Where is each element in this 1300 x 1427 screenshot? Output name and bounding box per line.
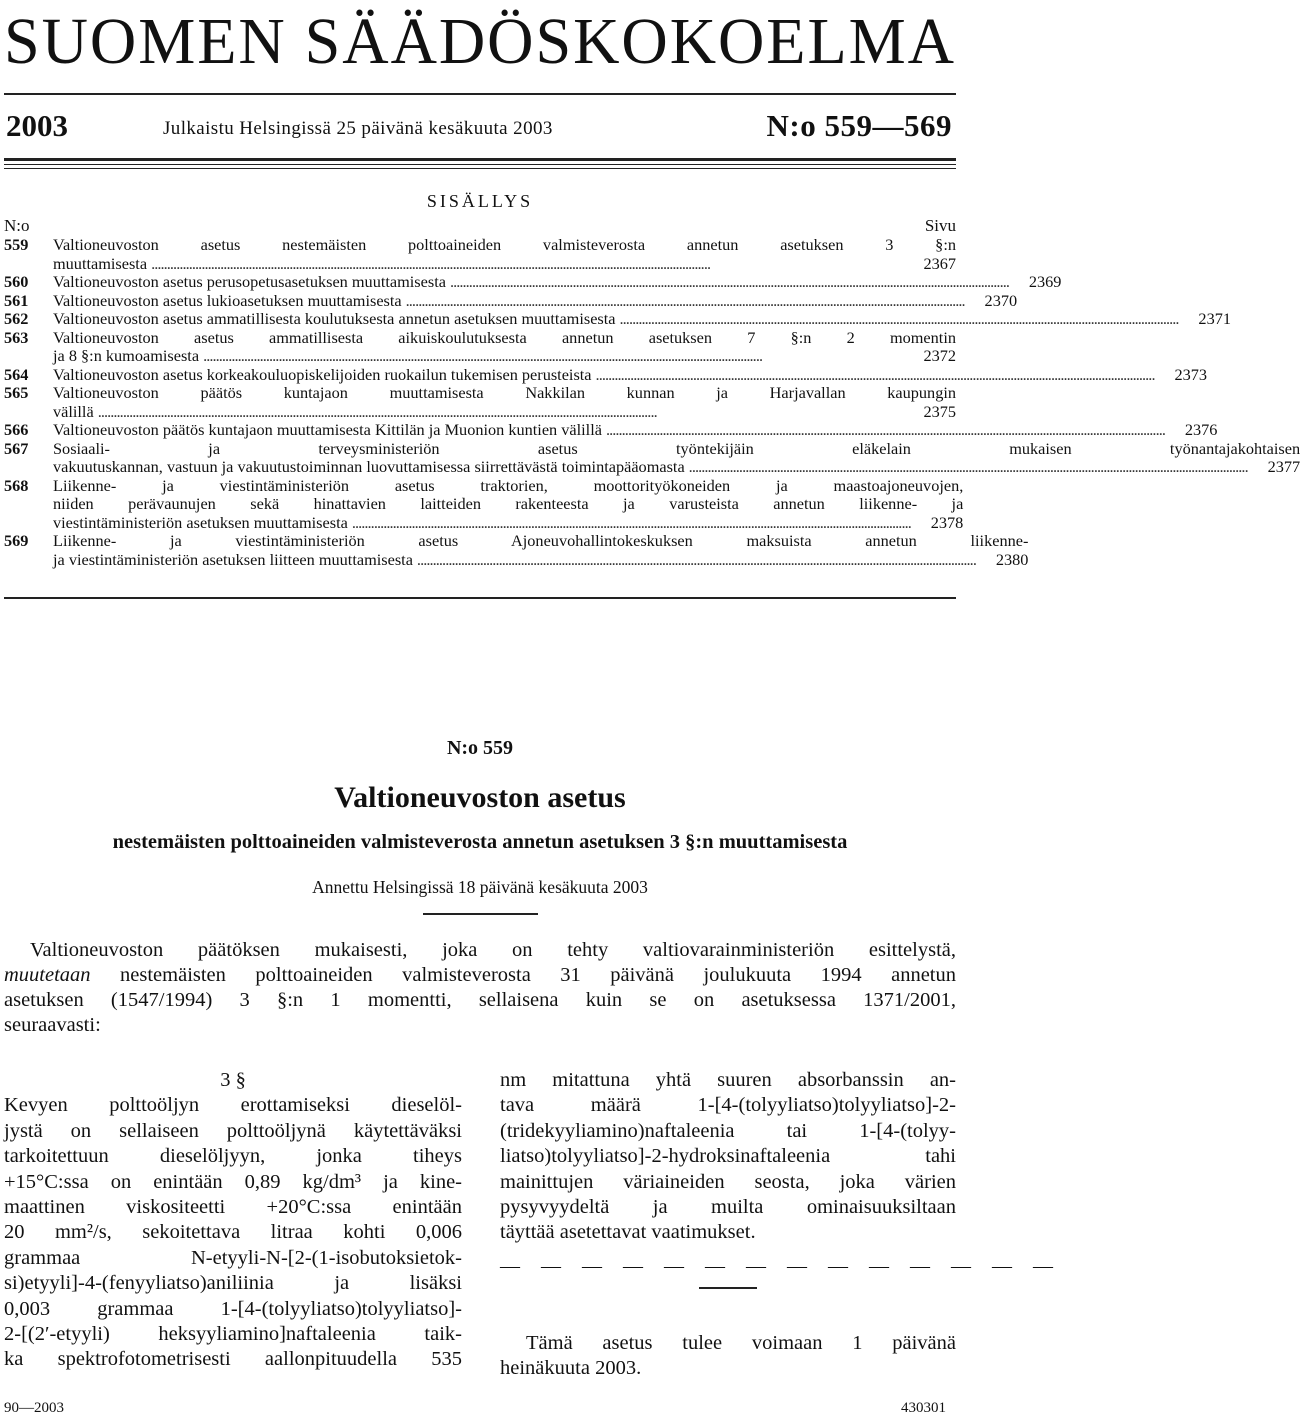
toc-entry-number: 568 — [4, 475, 29, 495]
toc-entry-number: 569 — [4, 531, 29, 550]
body-column-right — [500, 1068, 1061, 1382]
toc-entry-line: Sosiaali- ja terveysministeriön asetus työntekijäin eläkelain mukaisen työnantajakohtaisen — [53, 438, 1300, 458]
toc-entry-title: Valtioneuvoston asetus perusopetusasetuksen muuttamisesta — [53, 272, 446, 291]
toc-leader-dots — [352, 514, 909, 533]
toc-title: SISÄLLYS — [426, 191, 534, 211]
toc-entry-body — [53, 310, 1231, 329]
toc-entry-title: välillä — [53, 401, 94, 421]
toc-entry-number: 566 — [4, 420, 29, 439]
toc-entry-title: Valtioneuvoston päätös kuntajaon muuttamisesta Kittilän ja Muonion kuntien välillä — [53, 420, 602, 439]
toc-page-number: 2367 — [923, 253, 956, 273]
statute-given-date: Annettu Helsingissä 18 päivänä kesäkuuta 2003 — [312, 877, 648, 897]
section-divider — [699, 1287, 757, 1289]
body-text-line: grammaa N-etyyli-N-[2-(1-isobutoksietok- — [4, 1246, 462, 1269]
body-text-line: liatso)tolyyliatso]-2-hydroksinaftaleenia tahi — [500, 1145, 956, 1168]
toc-page-number: 2376 — [1184, 420, 1218, 439]
toc-entry-last-line — [53, 421, 1217, 440]
toc-entry-number: 561 — [4, 290, 29, 310]
toc-entry-body — [53, 292, 1017, 311]
toc-entry-number: 567 — [4, 438, 29, 458]
toc-page-number: 2378 — [930, 512, 964, 532]
toc-leader-dots — [689, 458, 1246, 477]
toc-entry — [4, 309, 1231, 329]
toc-entry-last-line — [53, 514, 963, 533]
masthead-title: SUOMEN SÄÄDÖSKOKOELMA — [4, 5, 956, 78]
toc-entry-last-line — [53, 551, 1028, 570]
toc-leader-dots — [417, 551, 974, 570]
body-text-line: täyttää asetettavat vaatimukset. — [500, 1221, 756, 1244]
toc-col-page: Sivu — [924, 216, 956, 235]
preamble-line: Valtioneuvoston päätöksen mukaisesti, joka on tehty valtiovarainministeriön esittelystä, — [30, 939, 956, 961]
toc-entry-title: vakuutuskannan, vastuun ja vakuutustoiminnan luovuttamisessa siirrettävästä toimintapääomasta — [53, 457, 685, 476]
toc-entry-number: 559 — [4, 235, 29, 254]
toc-entry — [4, 475, 964, 533]
toc-entry — [4, 236, 956, 273]
footer-code-left: 90—2003 — [4, 1400, 64, 1416]
toc-leader-dots — [203, 347, 902, 366]
toc-entry — [4, 272, 1062, 292]
issue-info-row — [6, 108, 954, 148]
toc-entry-last-line — [53, 292, 1017, 311]
footer-code-right: 430301 — [901, 1400, 946, 1416]
toc-page-number: 2370 — [984, 290, 1018, 310]
amend-keyword: muutetaan — [4, 964, 91, 986]
preamble-line: asetuksen (1547/1994) 3 §:n 1 momentti, sellaisena kuin se on asetuksessa 1371/2001, — [4, 989, 956, 1011]
toc-entry-title: Valtioneuvoston asetus korkeakouluopiskelijoiden ruokailun tukemisen perusteista — [53, 364, 592, 384]
body-text-line: jystä on sellaiseen polttoöljynä käytettäväksi — [4, 1119, 462, 1142]
preamble-text: nestemäisten polttoaineiden valmisteverosta 31 päivänä joulukuuta 1994 annetun — [90, 964, 956, 986]
issue-number-range: N:o 559—569 — [766, 108, 952, 143]
toc-entry-body — [53, 421, 1217, 440]
toc-entry-title: viestintäministeriön asetuksen muuttamisesta — [53, 512, 348, 532]
body-text-line: nm mitattuna yhtä suuren absorbanssin an- — [500, 1069, 956, 1091]
toc-entry-number: 565 — [4, 383, 29, 402]
preamble-line — [4, 963, 956, 988]
header-rule-thin-2 — [4, 168, 956, 169]
toc-page-number: 2377 — [1267, 457, 1300, 476]
toc-entry-last-line — [53, 347, 956, 366]
section-number: 3 § — [220, 1069, 246, 1091]
body-text-line: (tridekyyliamino)naftaleenia tai 1-[4-(tolyy- — [500, 1119, 956, 1142]
issue-year: 2003 — [6, 108, 68, 143]
toc-entry — [4, 329, 956, 366]
preamble — [4, 938, 956, 1038]
toc-entry-body — [53, 384, 956, 421]
body-text-line: si)etyyli]-4-(fenyyliatso)aniliinia ja lisäksi — [4, 1272, 462, 1295]
toc-leader-dots — [596, 366, 1153, 385]
body-text-line: ka spektrofotometrisesti aallonpituudella 535 — [4, 1348, 462, 1371]
toc-column-headers — [4, 216, 956, 236]
toc-page-number: 2373 — [1174, 364, 1208, 384]
toc-entry-line: Valtioneuvoston päätös kuntajaon muuttamisesta Nakkilan kunnan ja Harjavallan kaupungin — [53, 383, 956, 402]
toc-entry-title: Valtioneuvoston asetus ammatillisesta koulutuksesta annetun asetuksen muuttamisesta — [53, 309, 616, 328]
toc-entry-line: Valtioneuvoston asetus ammatillisesta aikuiskoulutuksesta annetun asetuksen 7 §:n 2 momentin — [53, 327, 956, 347]
body-text-line: tava määrä 1-[4-(tolyyliatso)tolyyliatso]-2- — [500, 1094, 956, 1117]
body-text-line: tarkoitettuun dieselöljyyn, jonka tiheys — [4, 1145, 462, 1168]
toc-entry-number: 560 — [4, 272, 29, 291]
toc-entry-last-line — [53, 255, 956, 274]
toc-entry-title: ja viestintäministeriön asetuksen liitteen muuttamisesta — [53, 549, 413, 569]
toc-entry — [4, 364, 1208, 385]
toc-entry — [4, 438, 1300, 477]
toc-entry-body — [53, 532, 1028, 569]
toc-page-number: 2371 — [1198, 309, 1231, 328]
header-rule-thin-1 — [4, 164, 956, 165]
toc-entry-title: ja 8 §:n kumoamisesta — [53, 346, 200, 365]
toc-page-number: 2372 — [923, 346, 956, 365]
header-rule-thick — [4, 158, 956, 161]
toc-page-number: 2375 — [923, 401, 956, 421]
toc-entry-last-line — [53, 458, 1300, 477]
body-text-line: mainittujen väriaineiden seosta, joka värien — [500, 1170, 956, 1193]
body-text-line: +15°C:ssa on enintään 0,89 kg/dm³ ja kine- — [4, 1170, 462, 1193]
toc-entry-line: Liikenne- ja viestintäministeriön asetus traktorien, moottorityökoneiden ja maastoajoneuvojen, — [53, 475, 964, 495]
body-text-line: 20 mm²/s, sekoitettava litraa kohti 0,006 — [4, 1221, 462, 1244]
statute-subtitle: nestemäisten polttoaineiden valmisteverosta annetun asetuksen 3 §:n muuttamisesta — [112, 831, 848, 853]
entry-into-force — [500, 1331, 956, 1382]
body-text-line: 2-[(2′-etyyli) heksyyliamino]naftaleenia taik- — [4, 1323, 462, 1346]
toc-entry-last-line — [53, 273, 1061, 292]
toc-page-number: 2369 — [1028, 272, 1062, 291]
body-text-line: maattinen viskositeetti +20°C:ssa enintään — [4, 1196, 462, 1219]
toc-entry-body — [53, 273, 1061, 292]
body-text-line: heinäkuuta 2003. — [500, 1357, 642, 1380]
body-column-left — [4, 1068, 462, 1373]
toc-entry-number: 563 — [4, 327, 29, 347]
toc-entry-last-line — [53, 403, 956, 422]
toc-entry-body — [53, 329, 956, 366]
toc-entry-line: Liikenne- ja viestintäministeriön asetus Ajoneuvohallintokeskuksen maksuista annetun liikenne- — [53, 531, 1029, 550]
toc-entry-line: Valtioneuvoston asetus nestemäisten polttoaineiden valmisteverosta annetun asetuksen 3 §:n — [53, 235, 956, 254]
toc-entry-title: muuttamisesta — [53, 253, 148, 273]
statute-number: N:o 559 — [446, 737, 514, 759]
toc-entry-number: 562 — [4, 309, 29, 328]
toc-entry — [4, 420, 1218, 440]
toc-entry-number: 564 — [4, 364, 29, 384]
toc-entry-last-line — [53, 366, 1207, 385]
title-divider — [423, 913, 538, 915]
omission-dashes: — — — — — — — — — — — — — — — [500, 1254, 1061, 1277]
toc-page-number: 2380 — [995, 549, 1029, 569]
header-rule-top — [4, 93, 956, 95]
toc-entry — [4, 290, 1018, 311]
toc-leader-dots — [151, 255, 902, 274]
toc-entry-last-line — [53, 310, 1231, 329]
toc-entry-body — [53, 236, 956, 273]
body-text-line: Tämä asetus tulee voimaan 1 päivänä — [526, 1331, 956, 1354]
body-text-line: pysyvyydeltä ja muilta ominaisuuksiltaan — [500, 1196, 956, 1219]
body-text-line: Kevyen polttoöljyn erottamiseksi dieselöl- — [4, 1094, 462, 1117]
toc-entry-body — [53, 366, 1207, 385]
toc-leader-dots — [620, 310, 1177, 329]
body-text-line: 0,003 grammaa 1-[4-(tolyyliatso)tolyyliatso]- — [4, 1297, 462, 1320]
toc-entry-body — [53, 440, 1300, 477]
toc-leader-dots — [98, 403, 902, 422]
toc-leader-dots — [606, 421, 1163, 440]
toc-entry — [4, 531, 1029, 569]
preamble-line: seuraavasti: — [4, 1014, 101, 1036]
toc-col-number: N:o — [4, 216, 30, 235]
toc-entry-title: Valtioneuvoston asetus lukioasetuksen muuttamisesta — [53, 290, 402, 310]
statute-title: Valtioneuvoston asetus — [334, 781, 626, 814]
table-of-contents — [4, 235, 1300, 569]
toc-leader-dots — [450, 273, 1007, 292]
toc-entry — [4, 384, 956, 421]
toc-bottom-rule — [4, 597, 956, 599]
publication-date: Julkaistu Helsingissä 25 päivänä kesäkuuta 2003 — [163, 118, 553, 139]
toc-entry-line: niiden perävaunujen sekä hinattavien laitteiden rakenteesta ja varusteista annetun liikenne- ja — [53, 494, 964, 513]
toc-leader-dots — [406, 292, 963, 311]
toc-entry-body — [53, 477, 963, 533]
